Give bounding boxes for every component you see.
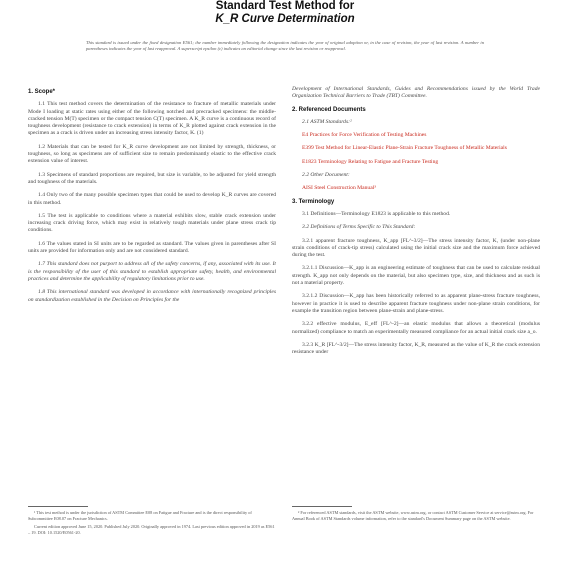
footnote-divider [28, 506, 88, 507]
paragraph-3-2-1: 3.2.1 apparent fracture toughness, K_app [FL^-3/2]—The stress intensity factor, K, (under non-plane strain conditions of crack-tip stress) calculated using the initial crack size and the maximum force achieved during the test. [292, 237, 540, 259]
footnote: ² For referenced ASTM standards, visit the ASTM website, www.astm.org, or contact ASTM Customer Service at service@astm.org. For Annual Book of ASTM Standards volume information, refer to the standard's Document Summary page on the ASTM website. [292, 510, 534, 521]
paragraph-3-2-3: 3.2.3 K_R [FL^-3/2]—The stress intensity factor, K_R, measured as the value of K_R the crack extension resistance under [292, 341, 540, 356]
paragraph-1-1: 1.1 This test method covers the determination of the resistance to fracture of metallic materials under Mode I loading at static rates using either of the following notched and precracked specimens: the middle-cracked tension M(T) specimen or the compact tension C(T) specimen. A K_R curve is a continuous record of toughness development (resistance to crack extension) in terms of K_R plotted against crack extension in the specimen as a crack is driven under an increasing stress intensity factor, K. (1) [28, 101, 276, 137]
reference-title[interactable]: Steel Construction Manual³ [314, 185, 376, 192]
footnotes-right [292, 510, 540, 524]
reference-code[interactable]: AISI [302, 185, 313, 192]
footnote-divider [292, 506, 352, 507]
reference-item[interactable] [292, 145, 540, 152]
footnote: Current edition approved June 15, 2020. Published July 2020. Originally approved in 1974. Last previous edition approved in 2019 as E561 – 19. DOI: 10.1520/E0561-20. [28, 524, 275, 535]
paragraph-1-2: 1.2 Materials that can be tested for K_R curve development are not limited by strength, thickness, or toughness, so long as specimens are of sufficient size to remain predominantly elastic to the effective crack extension value of interest. [28, 143, 276, 165]
footnote: ¹ This test method is under the jurisdiction of ASTM Committee E08 on Fatigue and Fracture and is the direct responsibility of Subcommittee E08.07 on Fracture Mechanics. [28, 510, 252, 521]
reference-title[interactable]: Terminology Relating to Fatigue and Fracture Testing [317, 158, 439, 165]
paragraph-1-4: 1.4 Only two of the many possible specimen types that could be used to develop K_R curves are covered in this method. [28, 192, 276, 206]
reference-item[interactable] [292, 132, 540, 139]
paragraph-3-2-2: 3.2.2 effective modulus, E_eff [FL^-2]—an elastic modulus that allows a theoretical (modulus normalized) compliance to match an experimentally measured compliance for an actual initial crack size a_o. [292, 321, 540, 335]
paragraph-3-2-1-1: 3.2.1.1 Discussion—K_app is an engineering estimate of toughness that can be used to calculate residual strength. K_app not only depends on the material, but also specimen type, size, and thickness and as such is not a material property. [292, 265, 540, 287]
reference-item[interactable] [292, 185, 540, 192]
paragraph-1-5: 1.5 The test is applicable to conditions where a material exhibits slow, stable crack extension under increasing crack driving force, which may exist in relatively tough materials under plane stress crack tip conditions. [28, 212, 276, 234]
paragraph-continuation: Development of International Standards, Guides and Recommendations issued by the World Trade Organization Technical Barriers to Trade (TBT) Committee. [292, 86, 540, 100]
document-title [0, 0, 570, 26]
terminology-heading: 3. Terminology [292, 198, 335, 205]
reference-code[interactable]: E399 [302, 145, 314, 152]
reference-code[interactable]: E1823 [302, 158, 317, 165]
title-line-1: Standard Test Method for [215, 0, 355, 12]
reference-title[interactable]: Test Method for Linear-Elastic Plane-Strain Fracture Toughness of Metallic Materials [315, 145, 507, 152]
left-column [28, 86, 276, 310]
reference-title[interactable]: Practices for Force Verification of Testing Machines [309, 132, 427, 139]
paragraph-3-1: 3.1 Definitions—Terminology E1823 is applicable to this method. [302, 210, 451, 217]
paragraph-1-6: 1.6 The values stated in SI units are to be regarded as standard. The values given in parentheses after SI units are provided for information only and are not considered standard. [28, 240, 276, 255]
footnotes-left [28, 510, 276, 538]
paragraph-1-8: 1.8 This international standard was developed in accordance with internationally recognized principles on standardization established in the Decision on Principles for the [28, 289, 276, 303]
paragraph-3-2-1-2: 3.2.1.2 Discussion—K_app has been historically referred to as apparent plane-stress fracture toughness, however in practice it is used to describe apparent fracture toughness under non-plane strain conditions, for example the transition region between plane-strain and plane-stress. [292, 293, 540, 314]
other-document-label: 2.2 Other Document: [302, 172, 350, 179]
paragraph-3-2: 3.2 Definitions of Terms Specific to This Standard: [302, 224, 416, 231]
reference-item[interactable] [292, 159, 540, 166]
paragraph-1-7: 1.7 This standard does not purport to address all of the safety concerns, if any, associated with its use. It is the responsibility of the user of this standard to establish appropriate safety, health, and environmental practices and determine the applicability of regulatory limitations prior to use. [28, 261, 276, 282]
astm-standards-label: 2.1 ASTM Standards:² [302, 118, 352, 125]
scope-heading: 1. Scope* [28, 89, 56, 95]
paragraph-1-3: 1.3 Specimens of standard proportions are required, but size is variable, to be adjusted for yield strength and toughness of the materials. [28, 171, 276, 185]
right-column [292, 86, 540, 362]
reference-code[interactable]: E4 [302, 132, 309, 139]
designation-note: This standard is issued under the fixed designation E561; the number immediately following the designation indicates the year of original adoption or, in the case of revision, the year of last revision. A number in parentheses indicates the year of last reapproval. A superscript epsilon (ε) indicates an editorial change since the last revision or reapproval. [86, 40, 484, 51]
referenced-documents-heading: 2. Referenced Documents [292, 106, 366, 113]
title-line-2: K_R Curve Determination [215, 13, 355, 25]
